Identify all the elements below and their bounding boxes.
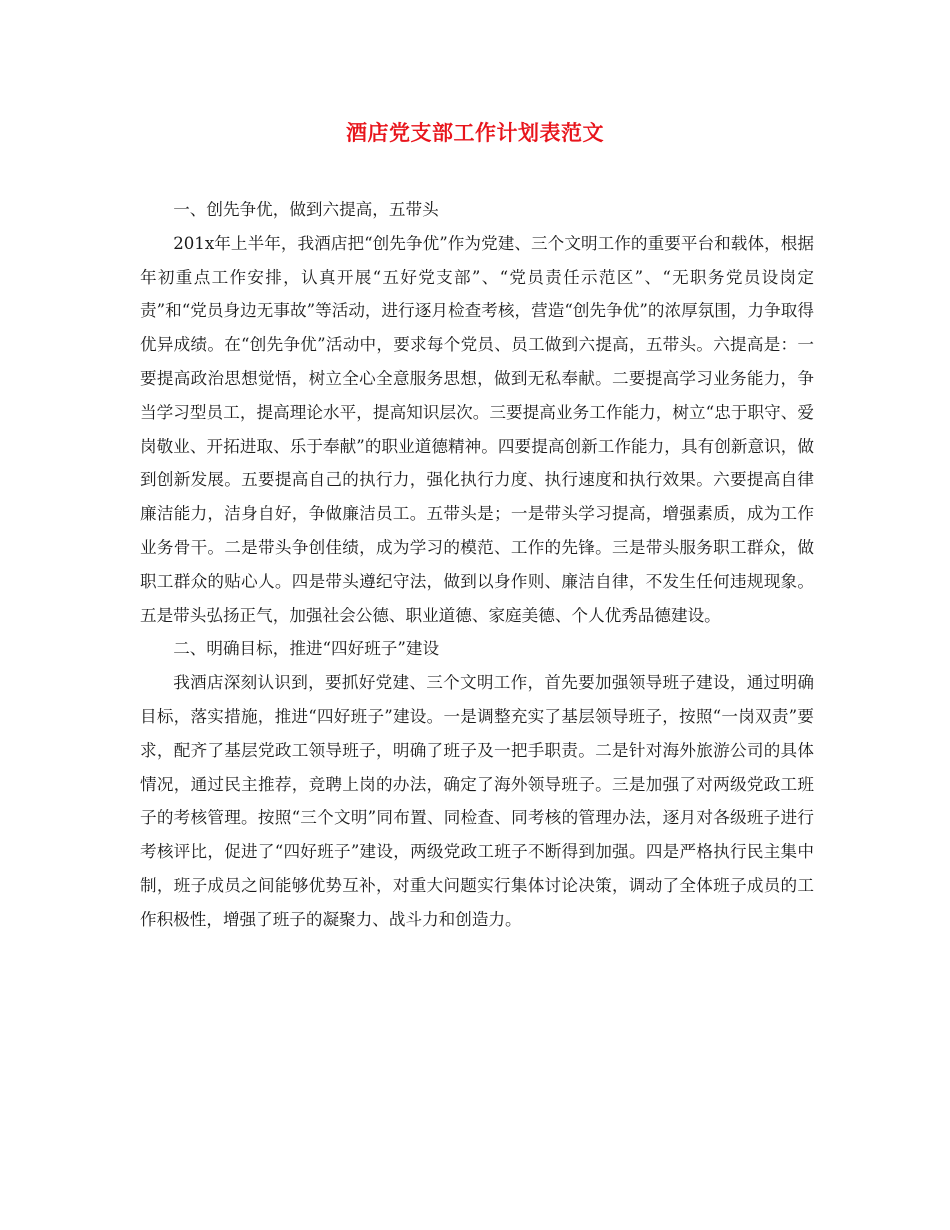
section-heading-2: 二、明确目标，推进“四好班子”建设 <box>173 639 440 659</box>
body-paragraph-2: 我酒店深刻认识到，要抓好党建、三个文明工作，首先要加强领导班子建设，通过明确目标，落实措施，推进“四好班子”建设。一是调整充实了基层领导班子，按照“一岗双责”要求，配齐了基层党政工领导班子，明确了班子及一把手职责。二是针对海外旅游公司的具体情况，通过民主推荐，竞聘上岗的办法，确定了海外领导班子。三是加强了对两级党政工班子的考核管理。按照“三个文明”同布置、同检查、同考核的管理办法，逐月对各级班子进行考核评比，促进了“四好班子”建设，两级党政工班子不断得到加强。四是严格执行民主集中制，班子成员之间能够优势互补，对重大问题实行集体讨论决策，调动了全体班子成员的工作积极性，增强了班子的凝聚力、战斗力和创造力。 <box>140 673 814 929</box>
document-title: 酒店党支部工作计划表范文 <box>346 120 604 145</box>
body-paragraph-1: 201x年上半年，我酒店把“创先争优”作为党建、三个文明工作的重要平台和载体，根据年初重点工作安排，认真开展“五好党支部”、“党员责任示范区”、“无职务党员设岗定责”和“党员身边无事故”等活动，进行逐月检查考核，营造“创先争优”的浓厚氛围，力争取得优异成绩。在“创先争优”活动中，要求每个党员、员工做到六提高，五带头。六提高是：一要提高政治思想觉悟，树立全心全意服务思想，做到无私奉献。二要提高学习业务能力，争当学习型员工，提高理论水平，提高知识层次。三要提高业务工作能力，树立“忠于职守、爱岗敬业、开拓进取、乐于奉献”的职业道德精神。四要提高创新工作能力，具有创新意识，做到创新发展。五要提高自己的执行力，强化执行力度、执行速度和执行效果。六要提高自律廉洁能力，洁身自好，争做廉洁员工。五带头是；一是带头学习提高，增强素质，成为工作业务骨干。二是带头争创佳绩，成为学习的模范、工作的先锋。三是带头服务职工群众，做职工群众的贴心人。四是带头遵纪守法，做到以身作则、廉洁自律，不发生任何违规现象。五是带头弘扬正气，加强社会公德、职业道德、家庭美德、个人优秀品德建设。 <box>140 233 814 625</box>
document-body <box>140 193 814 937</box>
section-heading-1: 一、创先争优，做到六提高，五带头 <box>173 200 439 219</box>
